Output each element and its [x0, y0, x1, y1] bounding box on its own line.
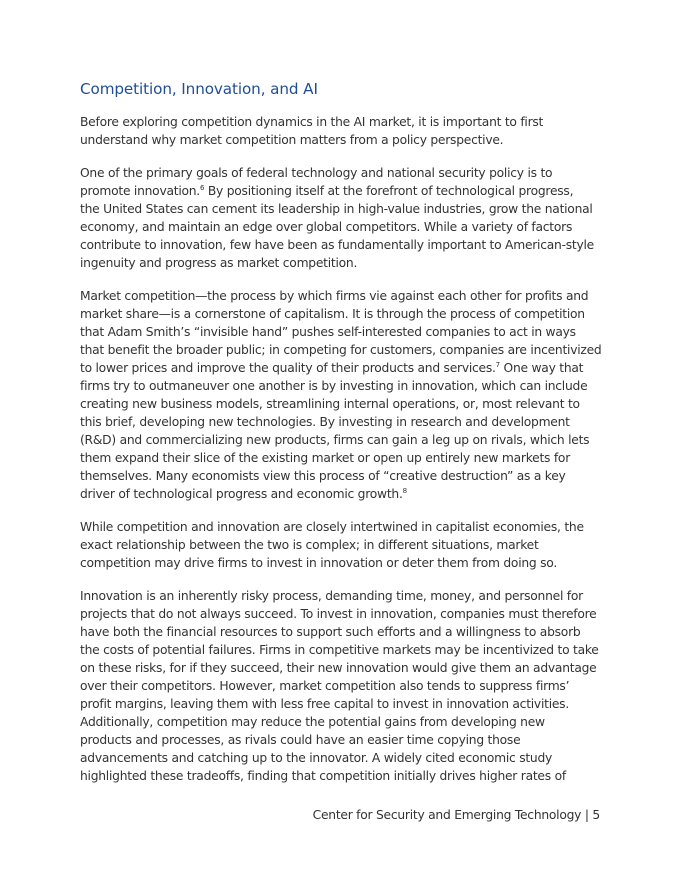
text-segment: driver of technological progress and economic growth.: [80, 487, 403, 501]
text-line: have both the financial resources to support such efforts and a willingness to absorb: [80, 625, 581, 639]
text-line: creating new business models, streamlining internal operations, or, most relevant to: [80, 397, 580, 411]
text-line: (R&D) and commercializing new products, firms can gain a leg up on rivals, which lets: [80, 433, 590, 447]
text-line: [80, 485, 602, 503]
text-line: Market competition—the process by which firms vie against each other for profits and: [80, 289, 589, 303]
text-line: products and processes, as rivals could have an easier time copying those: [80, 733, 521, 747]
footer-separator: |: [581, 808, 593, 822]
text-line: ingenuity and progress as market competition.: [80, 256, 358, 270]
text-line: Before exploring competition dynamics in the AI market, it is important to first: [80, 115, 544, 129]
text-line: the costs of potential failures. Firms in competitive markets may be incentivized to take: [80, 643, 599, 657]
paragraph-3: [80, 287, 602, 503]
text-line: highlighted these tradeoffs, finding that competition initially drives higher rates of: [80, 769, 566, 783]
text-line: [80, 182, 602, 200]
paragraph-5: [80, 587, 602, 785]
text-line: advancements and catching up to the innovator. A widely cited economic study: [80, 751, 553, 765]
section-heading: Competition, Innovation, and AI: [80, 80, 318, 98]
text-line: that Adam Smith’s “invisible hand” pushes self-interested companies to act in ways: [80, 325, 576, 339]
footnote-ref-6[interactable]: 6: [199, 184, 205, 192]
text-line: on these risks, for if they succeed, their new innovation would give them an advantage: [80, 661, 597, 675]
text-line: the United States can cement its leadership in high-value industries, grow the national: [80, 202, 593, 216]
footnote-ref-8[interactable]: 8: [402, 487, 407, 495]
text-line: firms try to outmaneuver one another is by investing in innovation, which can include: [80, 379, 588, 393]
text-line: themselves. Many economists view this process of “creative destruction” as a key: [80, 469, 566, 483]
text-line: that benefit the broader public; in competing for customers, companies are incentivized: [80, 343, 602, 357]
text-segment: By positioning itself at the forefront of technological progress,: [204, 184, 574, 198]
text-line: competition may drive firms to invest in innovation or deter them from doing so.: [80, 556, 557, 570]
text-line: this brief, developing new technologies. By investing in research and development: [80, 415, 570, 429]
paragraph-2: [80, 164, 602, 272]
page-footer: [313, 808, 600, 822]
page-number: 5: [592, 808, 600, 822]
text-line: market share—is a cornerstone of capitalism. It is through the process of competition: [80, 307, 585, 321]
footer-organization: Center for Security and Emerging Technology: [312, 808, 582, 822]
text-line: exact relationship between the two is complex; in different situations, market: [80, 538, 539, 552]
footnote-ref-7[interactable]: 7: [495, 361, 500, 369]
paragraph-4: [80, 518, 602, 572]
text-segment: to lower prices and improve the quality of their products and services.: [80, 361, 496, 375]
text-segment: promote innovation.: [80, 184, 200, 198]
text-line: Innovation is an inherently risky process, demanding time, money, and personnel for: [80, 589, 583, 603]
text-line: contribute to innovation, few have been as fundamentally important to American-style: [80, 238, 594, 252]
paragraph-1: [80, 113, 602, 149]
text-line: over their competitors. However, market competition also tends to suppress firms’: [80, 679, 570, 693]
text-line: understand why market competition matters from a policy perspective.: [80, 133, 504, 147]
text-line: [80, 359, 602, 377]
text-line: While competition and innovation are closely intertwined in capitalist economies, the: [80, 520, 584, 534]
text-line: them expand their slice of the existing market or open up entirely new markets for: [80, 451, 571, 465]
text-line: profit margins, leaving them with less free capital to invest in innovation activities.: [80, 697, 569, 711]
text-segment: One way that: [499, 361, 584, 375]
text-line: One of the primary goals of federal technology and national security policy is to: [80, 166, 553, 180]
text-line: Additionally, competition may reduce the potential gains from developing new: [80, 715, 545, 729]
text-line: projects that do not always succeed. To invest in innovation, companies must therefore: [80, 607, 597, 621]
page-content: [80, 78, 602, 800]
text-line: economy, and maintain an edge over global competitors. While a variety of factors: [80, 220, 573, 234]
